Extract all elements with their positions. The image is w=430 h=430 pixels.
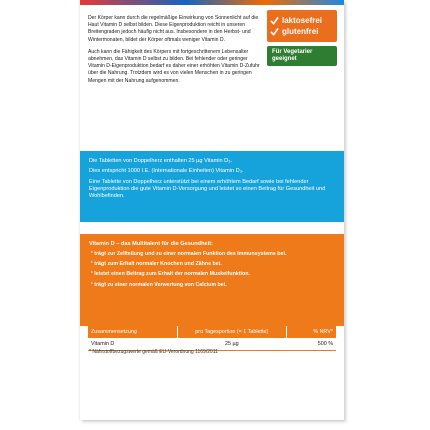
separator-band (80, 222, 344, 234)
health-claims-box (80, 234, 344, 326)
nutrient-nrv: 500 % (286, 338, 336, 351)
badges (267, 10, 337, 66)
health-claims-title: Vitamin D – das Multitalent für die Gesundheit: (89, 241, 213, 247)
health-claim-item: ¹ trägt zum Erhalt normaler Knochen und Zähne bei. (91, 261, 222, 268)
free-from-badge (267, 10, 337, 42)
health-claim-item: ¹ trägt zu einer normalen Verwertung von Calcium bei. (91, 281, 227, 288)
health-claim-item: ¹ leistet einen Beitrag zum Erhalt der normalen Muskelfunktion. (91, 271, 250, 278)
column-header-nrv: % NRV* (286, 326, 336, 338)
checkmark-icon (270, 27, 279, 36)
intro-text (88, 15, 264, 90)
footnote: * Nährstoffbezugswerte gemäß EU-Verordnung 1169/2011 (89, 349, 218, 355)
dosage-info-box (80, 151, 344, 222)
gluten-free-label: glutenfrei (282, 27, 319, 36)
table-header-row (88, 326, 336, 338)
top-flap (80, 0, 344, 5)
product-box-back (80, 0, 344, 420)
nutrient-amount: 25 µg (177, 338, 286, 351)
dosage-line-3: Eine Tablette von Doppelherz unterstützt bei einem erhöhtem Bedarf sowie bei fehlender Eigenproduktion die gute Vitamin D-Versorgung und leistet so einen Beitrag für Gesundheit und Wohlbefinden. (89, 178, 326, 200)
lactose-free-label: laktosefrei (282, 16, 323, 25)
intro-paragraph-2: Auch kann die Fähigkeit des Körpers mit fortgeschrittenem Lebensalter abnehmen, das Vitamin D selbst zu bilden. Bei fehlender oder geringer Vitamin D-Eigenproduktion bedarf es daher einer erhöhten Vitamin D-Zufuhr über die Nahrung. Trotzdem wird es von vielen Menschen in zu geringen Mengen mit der Nahrung aufgenommen. (88, 48, 260, 84)
checkmark-icon (270, 16, 279, 25)
nutrition-table (88, 326, 336, 351)
column-header-composition: Zusammensetzung (88, 326, 177, 338)
dosage-line-1: Die Tabletten von Doppelherz enthalten 25 µg Vitamin D₃. (89, 158, 233, 164)
intro-paragraph-1: Der Körper kann durch die regelmäßige Einwirkung von Sonnenlicht auf die Haut Vitamin D selbst bilden. Diese Eigenproduktion reicht in unseren Breitengraden jedoch häufig nicht aus. Insbesondere in den Herbst- und Wintermonaten, bildet der Körper oftmals weniger Vitamin D. (88, 15, 259, 43)
health-claim-item: ¹ trägt zur Zellteilung und zu einer normalen Funktion des Immunsystems bei. (91, 251, 287, 257)
nutrient-name: Vitamin D (88, 338, 177, 351)
dosage-line-2: Dies entspricht 1000 I.E. (Internationale Einheiten) Vitamin D₃. (89, 168, 244, 175)
column-header-daily-portion: pro Tagesportion (= 1 Tablette) (177, 326, 286, 338)
vegetarian-badge: Für Vegetarier geeignet (267, 46, 337, 66)
